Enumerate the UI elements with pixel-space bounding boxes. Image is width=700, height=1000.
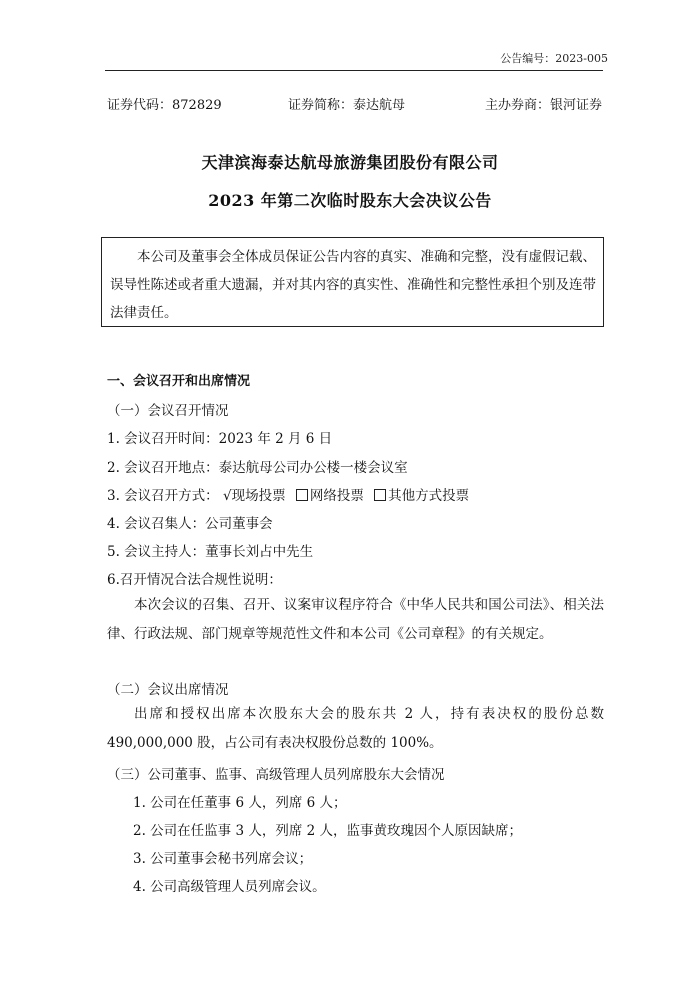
company-title: 天津滨海泰达航母旅游集团股份有限公司 bbox=[201, 153, 499, 172]
vote-other-label: 其他方式投票 bbox=[388, 488, 470, 504]
subsection-officers: （三）公司董事、监事、高级管理人员列席股东大会情况 bbox=[107, 767, 445, 783]
item-meeting-method bbox=[107, 484, 469, 504]
compliance-text: 本次会议的召集、召开、议案审议程序符合《中华人民共和国公司法》、相关法律、行政法规、部门规章等规范性文件和本公司《公司章程》的有关规定。 bbox=[107, 597, 604, 642]
subsection-convening: （一）会议召开情况 bbox=[107, 403, 229, 419]
item-host: 5. 会议主持人：董事长刘占中先生 bbox=[107, 544, 314, 560]
vote-onsite-checked: √现场投票 bbox=[222, 488, 286, 504]
item-meeting-place: 2. 会议召开地点：泰达航母公司办公楼一楼会议室 bbox=[107, 460, 408, 476]
sponsoring-broker: 主办券商：银河证券 bbox=[484, 98, 602, 113]
subsection-attendance: （二）会议出席情况 bbox=[107, 682, 229, 698]
item-meeting-time: 1. 会议召开时间：2023 年 2 月 6 日 bbox=[107, 431, 333, 447]
meeting-method-label: 3. 会议召开方式： bbox=[107, 488, 219, 504]
header-divider bbox=[105, 70, 603, 71]
announcement-number: 公告编号：2023-005 bbox=[500, 52, 608, 65]
item-compliance: 6.召开情况合法合规性说明： bbox=[107, 572, 282, 588]
item-convener: 4. 会议召集人：公司董事会 bbox=[107, 516, 273, 532]
vote-online-checkbox bbox=[296, 489, 308, 501]
section-heading-meeting: 一、会议召开和出席情况 bbox=[107, 374, 251, 389]
attendance-text: 出席和授权出席本次股东大会的股东共 2 人，持有表决权的股份总数 490,000,000 股，占公司有表决权股份总数的 100%。 bbox=[107, 706, 604, 751]
securities-code: 证券代码：872829 bbox=[107, 98, 222, 113]
disclaimer-text: 本公司及董事会全体成员保证公告内容的真实、准确和完整，没有虚假记载、误导性陈述或者重大遗漏，并对其内容的真实性、准确性和完整性承担个别及连带法律责任。 bbox=[110, 249, 596, 321]
vote-other-checkbox bbox=[374, 489, 386, 501]
officer-item: 3. 公司董事会秘书列席会议； bbox=[133, 851, 313, 867]
officer-item: 2. 公司在任监事 3 人，列席 2 人，监事黄玫瑰因个人原因缺席； bbox=[133, 823, 523, 839]
vote-online-label: 网络投票 bbox=[309, 488, 364, 504]
officer-item: 1. 公司在任董事 6 人，列席 6 人； bbox=[133, 795, 347, 811]
officer-item: 4. 公司高级管理人员列席会议。 bbox=[133, 879, 326, 895]
document-title: 2023 年第二次临时股东大会决议公告 bbox=[208, 191, 492, 210]
securities-abbreviation: 证券简称：泰达航母 bbox=[288, 98, 406, 113]
disclaimer-box bbox=[101, 237, 604, 327]
